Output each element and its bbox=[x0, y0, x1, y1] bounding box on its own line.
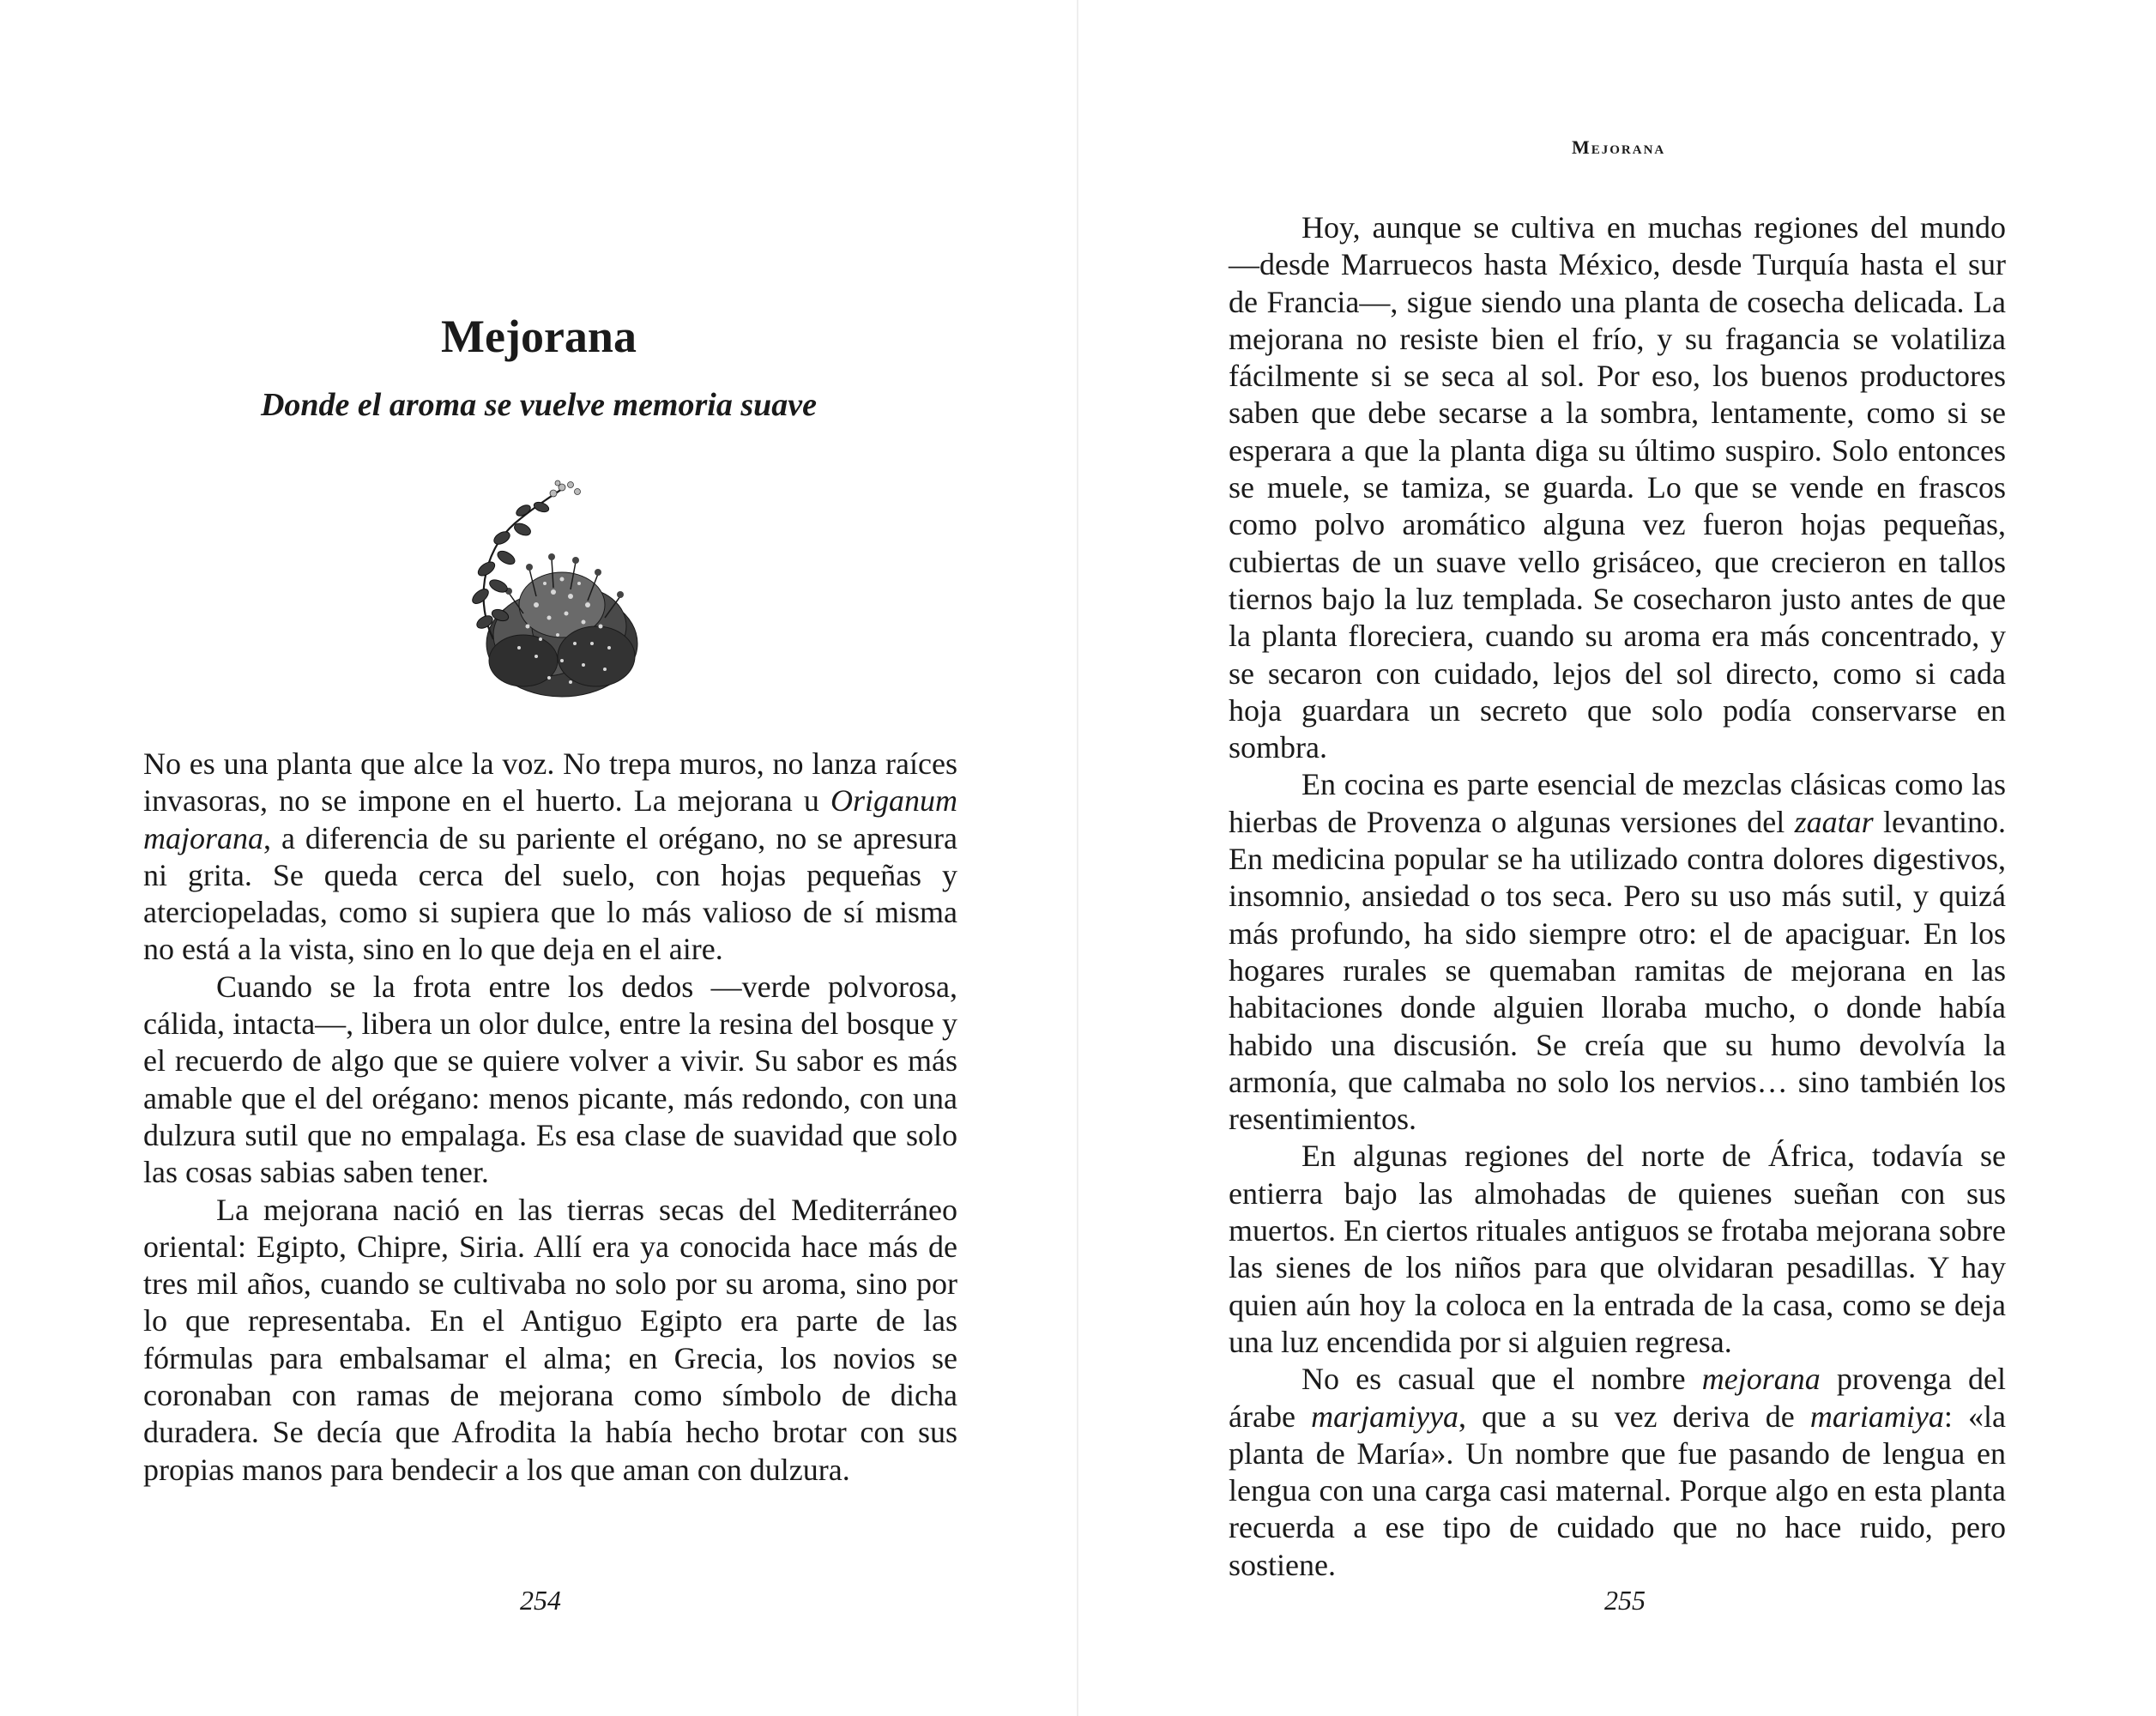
body-paragraph: En cocina es parte esencial de mezclas clásicas como las hierbas de Provenza o algunas versiones del zaatar levantino. En medicina popular se ha utilizado contra dolores digestivos, insomnio, ansiedad o tos seca. Pero su uso más sutil, y quizá más profundo, ha sido siempre otro: el de apaciguar. En los hogares rurales se quemaban ramitas de mejorana en las habitaciones donde alguien lloraba mucho, o donde había habido una discusión. Se creía que su humo devolvía la armonía, que calmaba no solo los nervios… sino también los resentimientos. bbox=[1229, 767, 2007, 1137]
left-body-text bbox=[143, 746, 957, 1489]
right-body-text bbox=[1229, 209, 2006, 1584]
page-number-left: 254 bbox=[520, 1585, 561, 1616]
marjoram-plant-engraving-icon bbox=[433, 476, 661, 704]
chapter-title: Mejorana bbox=[441, 311, 637, 362]
chapter-subtitle: Donde el aroma se vuelve memoria suave bbox=[260, 387, 817, 423]
page-number-right: 255 bbox=[1604, 1585, 1646, 1616]
running-head: Mejorana bbox=[1572, 136, 1666, 158]
body-paragraph: Cuando se la frota entre los dedos —verde polvorosa, cálida, intacta—, libera un olor dulce, entre la resina del bosque y el recuerdo de algo que se quiere volver a vivir. Su sabor es más amable que el del orégano: menos picante, más redondo, con una dulzura sutil que no empalaga. Es esa clase de suavidad que solo las cosas sabias saben tener. bbox=[143, 969, 957, 1190]
body-paragraph: La mejorana nació en las tierras secas del Mediterráneo oriental: Egipto, Chipre, Siria. Allí era ya conocida hace más de tres mil años, cuando se cultivaba no solo por su aroma, sino por lo que representaba. En el Antiguo Egipto era parte de las fórmulas para embalsamar el alma; en Grecia, los novios se coronaban con ramas de mejorana como símbolo de dicha duradera. Se decía que Afrodita la había hecho brotar con sus propias manos para bendecir a los que aman con dulzura. bbox=[143, 1192, 957, 1487]
body-paragraph: No es casual que el nombre mejorana provenga del árabe marjamiyya, que a su vez deriva de mariamiya: «la planta de María». Un nombre que fue pasando de lengua en lengua con una carga casi maternal. Porque algo en esta planta recuerda a ese tipo de cuidado que no hace ruido, pero sostiene. bbox=[1229, 1362, 2006, 1582]
body-paragraph: No es una planta que alce la voz. No trepa muros, no lanza raíces invasoras, no se impone en el huerto. La mejorana u Origanum majorana, a diferencia de su pariente el orégano, no se apresura ni grita. Se queda cerca del suelo, con hojas pequeñas y aterciopeladas, como si supiera que lo más valioso de sí misma no está a la vista, sino en lo que deja en el aire. bbox=[143, 746, 957, 967]
body-paragraph: Hoy, aunque se cultiva en muchas regiones del mundo —desde Marruecos hasta México, desde Turquía hasta el sur de Francia—, sigue siendo una planta de cosecha delicada. La mejorana no resiste bien el frío, y su fragancia se volatiliza fácilmente si se seca al sol. Por eso, los buenos productores saben que debe secarse a la sombra, lentamente, como si se esperara a que la planta diga su último suspiro. Solo entonces se muele, se tamiza, se guarda. Lo que se vende en frascos como polvo aromático alguna vez fueron hojas pequeñas, cubiertas de un suave vello grisáceo, que crecieron en tallos tiernos bajo la luz templada. Se cosecharon justo antes de que la planta floreciera, cuando su aroma era más concentrado, y se secaron con cuidado, lejos del sol directo, como si cada hoja guardara un secreto que solo podía conservarse en sombra. bbox=[1229, 210, 2006, 765]
body-paragraph: En algunas regiones del norte de África, todavía se entierra bajo las almohadas de quienes sueñan con sus muertos. En ciertos rituales antiguos se frotaba mejorana sobre las sienes de los niños para que olvidaran pesadillas. Y hay quien aún hoy la coloca en la entrada de la casa, como se deja una luz encendida por si alguien regresa. bbox=[1229, 1139, 2006, 1359]
